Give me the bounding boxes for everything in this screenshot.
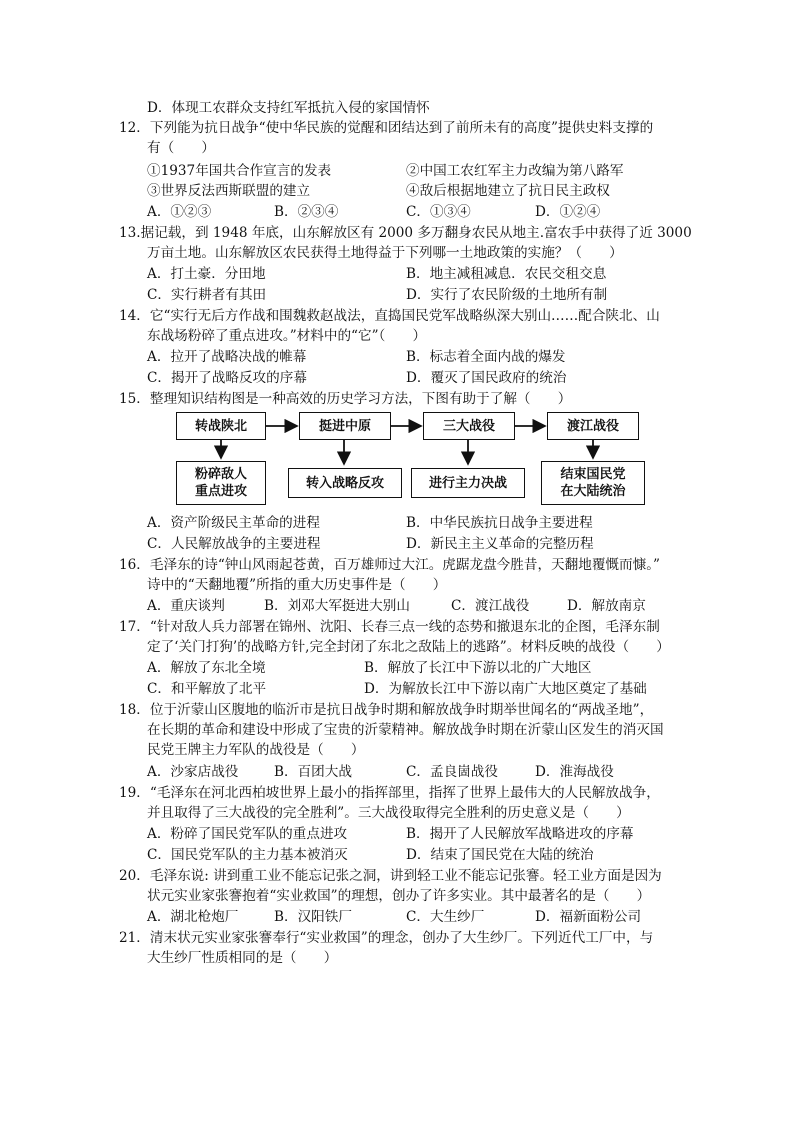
q19-option-b: B．揭开了人民解放军战略进攻的序幕 — [406, 826, 634, 842]
q14-option-a: A．拉开了战略决战的帷幕 — [147, 349, 307, 365]
q13-option-a: A．打土豪．分田地 — [147, 266, 266, 282]
q14-option-b: B．标志着全面内战的爆发 — [406, 349, 566, 365]
q21-stem-line1: 21．清末状元实业家张謇奉行“实业救国”的理念，创办了大生纱厂。下列近代工厂中，与 — [119, 930, 654, 946]
q14-stem-line1: 14．它“实行无后方作战和围魏救赵战法，直捣国民党军战略纵深大别山……配合陕北、山 — [119, 308, 660, 324]
diagram-box-top-1: 转战陕北 — [176, 412, 266, 440]
q19-stem-line1: 19．“毛泽东在河北西柏坡世界上最小的指挥部里，指挥了世界上最伟大的人民解放战争， — [119, 785, 660, 801]
q18-option-b: B．百团大战 — [274, 764, 352, 780]
q18-option-a: A．沙家店战役 — [147, 764, 239, 780]
q11-option-d: D．体现工农群众支持红军抵抗入侵的家国情怀 — [147, 100, 430, 116]
q13-stem-line1: 13.据记载，到 1948 年底，山东解放区有 2000 多万翻身农民从地主.富农手中获得了近 3000 — [119, 225, 692, 241]
q17-option-c: C．和平解放了北平 — [147, 681, 267, 697]
q17-option-d: D．为解放长江中下游以南广大地区奠定了基础 — [364, 681, 647, 697]
q18-stem-line3: 民党王牌主力军队的战役是（ ） — [147, 742, 365, 758]
diagram-box-bottom-4: 结束国民党 在大陆统治 — [541, 461, 645, 505]
q20-option-a: A．湖北枪炮厂 — [147, 909, 239, 925]
q16-option-a: A．重庆谈判 — [147, 598, 225, 614]
q16-option-c: C．渡江战役 — [451, 598, 530, 614]
q20-option-b: B．汉阳铁厂 — [274, 909, 352, 925]
q20-option-c: C．大生纱厂 — [406, 909, 485, 925]
q19-option-a: A．粉碎了国民党军队的重点进攻 — [147, 826, 348, 842]
q19-stem-line2: 并且取得了三大战役的完全胜利”。三大战役取得完全胜利的历史意义是（ ） — [147, 805, 630, 821]
q12-option-b: B．②③④ — [274, 204, 339, 220]
diagram-box-bottom-2: 转入战略反攻 — [288, 468, 402, 498]
q15-option-a: A．资产阶级民主革命的进程 — [147, 515, 320, 531]
q12-option-c: C．①③④ — [406, 204, 471, 220]
q18-stem-line2: 在长期的革命和建设中形成了宝贵的沂蒙精神。解放战争时期在沂蒙山区发生的消灭国 — [147, 722, 664, 738]
q13-stem-line2: 万亩土地。山东解放区农民获得土地得益于下列哪一土地政策的实施？（ ） — [147, 245, 623, 261]
q16-stem-line1: 16．毛泽东的诗“钟山风雨起苍黄，百万雄师过大江。虎踞龙盘今胜昔，天翻地覆慨而慷。” — [119, 557, 660, 573]
q21-stem-line2: 大生纱厂性质相同的是（ ） — [147, 950, 338, 966]
q14-stem-line2: 东战场粉碎了重点进攻。”材料中的“它”（ ） — [147, 328, 427, 344]
q17-option-a: A．解放了东北全境 — [147, 660, 266, 676]
q12-option-a: A．①②③ — [147, 204, 212, 220]
q12-option-d: D．①②④ — [535, 204, 601, 220]
q17-stem-line2: 定了‘关门打狗’的战略方针,完全封闭了东北之敌陆上的逃路”。材料反映的战役（ ） — [147, 639, 670, 655]
diagram-arrows — [0, 0, 794, 520]
q19-option-d: D．结束了国民党在大陆的统治 — [406, 847, 594, 863]
q16-stem-line2: 诗中的“天翻地覆”所指的重大历史事件是（ ） — [147, 577, 447, 593]
diagram-box-bottom-3: 进行主力决战 — [411, 468, 525, 498]
q12-stem-line1: 12．下列能为抗日战争“使中华民族的觉醒和团结达到了前所未有的高度”提供史料支撑的 — [119, 120, 654, 136]
q20-stem-line2: 状元实业家张謇抱着“实业救国”的理想，创办了许多实业。其中最著名的是（ ） — [147, 888, 651, 904]
q16-option-d: D．解放南京 — [567, 598, 646, 614]
q15-stem-line1: 15．整理知识结构图是一种高效的历史学习方法，下图有助于了解（ ） — [119, 391, 572, 407]
diagram-box-bottom-1: 粉碎敌人 重点进攻 — [176, 461, 266, 505]
q20-stem-line1: 20．毛泽东说: 讲到重工业不能忘记张之洞，讲到轻工业不能忘记张謇。轻工业方面是因为 — [119, 868, 662, 884]
q12-item-2: ②中国工农红军主力改编为第八路军 — [406, 163, 624, 179]
q13-option-b: B．地主减租减息．农民交租交息 — [406, 266, 607, 282]
q17-option-b: B．解放了长江中下游以北的广大地区 — [364, 660, 592, 676]
q15-option-b: B．中华民族抗日战争主要进程 — [406, 515, 593, 531]
q12-item-1: ①1937年国共合作宣言的发表 — [147, 163, 332, 179]
q13-option-c: C．实行耕者有其田 — [147, 287, 267, 303]
q17-stem-line1: 17．“针对敌人兵力部署在锦州、沈阳、长春三点一线的态势和撤退东北的企图，毛泽东制 — [119, 619, 660, 635]
q14-option-c: C．揭开了战略反攻的序幕 — [147, 370, 307, 386]
diagram-box-top-2: 挺进中原 — [299, 412, 391, 440]
q12-item-4: ④敌后根据地建立了抗日民主政权 — [406, 183, 610, 199]
q15-option-c: C．人民解放战争的主要进程 — [147, 536, 321, 552]
q14-option-d: D．覆灭了国民政府的统治 — [406, 370, 567, 386]
q16-option-b: B．刘邓大军挺进大别山 — [264, 598, 410, 614]
q12-stem-line2: 有（ ） — [147, 140, 215, 156]
diagram-box-top-3: 三大战役 — [423, 412, 515, 440]
q12-item-3: ③世界反法西斯联盟的建立 — [147, 183, 311, 199]
diagram-box-top-4: 渡江战役 — [547, 412, 639, 440]
q18-option-d: D．淮海战役 — [535, 764, 614, 780]
q20-option-d: D．福新面粉公司 — [535, 909, 642, 925]
q18-stem-line1: 18．位于沂蒙山区腹地的临沂市是抗日战争时期和解放战争时期举世闻名的“两战圣地”， — [119, 702, 654, 718]
q18-option-c: C．孟良崮战役 — [406, 764, 498, 780]
q13-option-d: D．实行了农民阶级的土地所有制 — [406, 287, 608, 303]
q19-option-c: C．国民党军队的主力基本被消灭 — [147, 847, 348, 863]
q15-option-d: D．新民主主义革命的完整历程 — [406, 536, 594, 552]
